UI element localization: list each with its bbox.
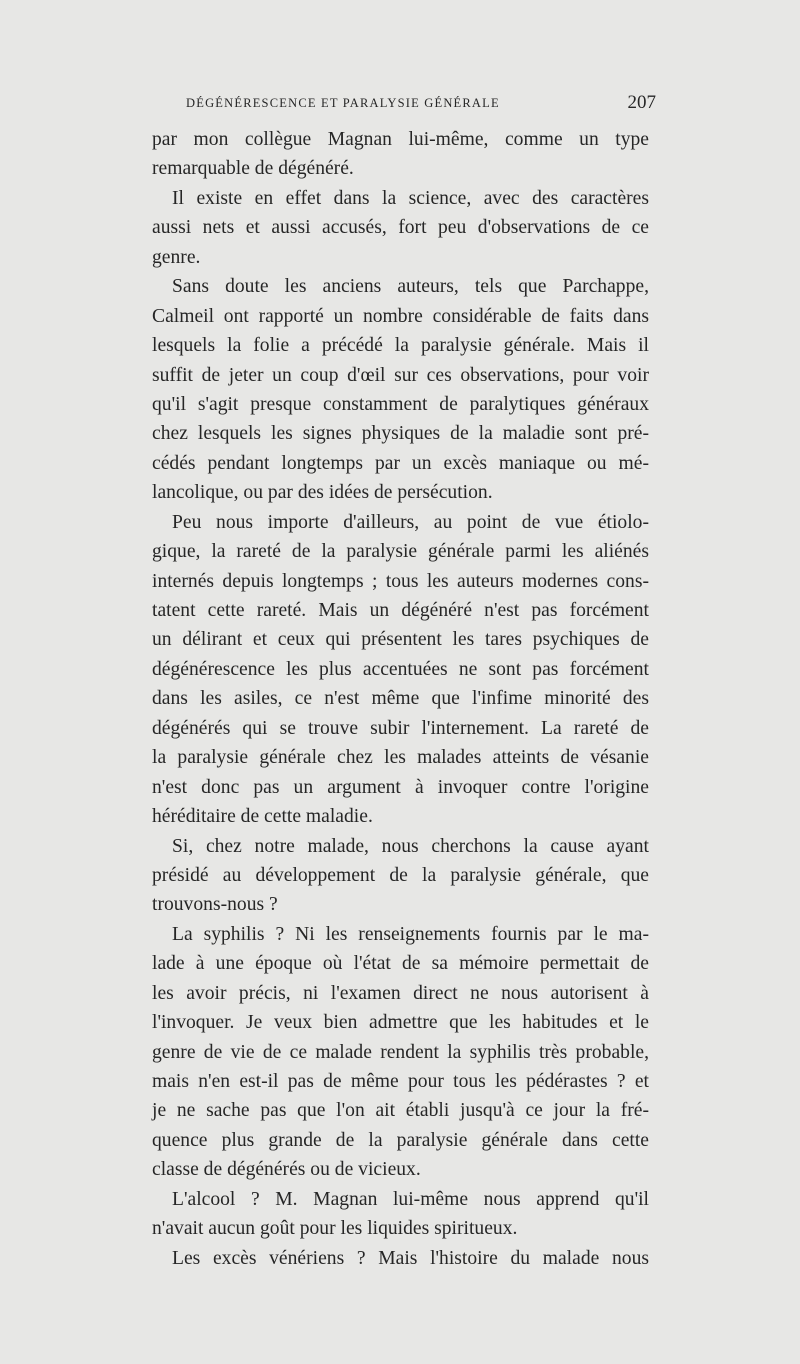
- text-line: suffit de jeter un coup d'œil sur ces observations, pour voir: [152, 364, 649, 386]
- text-line: genre.: [152, 246, 201, 268]
- text-line: héréditaire de cette maladie.: [152, 806, 373, 828]
- text-line: dégénérescence les plus accentuées ne sont pas forcément: [152, 658, 649, 680]
- text-line: un délirant et ceux qui présentent les tares psychiques de: [152, 629, 649, 651]
- page-number: 207: [627, 92, 656, 113]
- text-line: Peu nous importe d'ailleurs, au point de vue étiolo-: [172, 511, 649, 533]
- text-line: quence plus grande de la paralysie générale dans cette: [152, 1129, 649, 1151]
- text-line: dégénérés qui se trouve subir l'internement. La rareté de: [152, 717, 649, 739]
- text-line: lade à une époque où l'état de sa mémoire permettait de: [152, 953, 649, 975]
- text-line: internés depuis longtemps ; tous les auteurs modernes cons-: [152, 570, 649, 592]
- text-line: lancolique, ou par des idées de persécution.: [152, 482, 493, 504]
- text-line: je ne sache pas que l'on ait établi jusqu'à ce jour la fré-: [152, 1100, 649, 1122]
- text-line: trouvons-nous ?: [152, 894, 278, 916]
- text-line: Calmeil ont rapporté un nombre considérable de faits dans: [152, 305, 649, 327]
- body-text: [152, 125, 649, 1273]
- text-line: classe de dégénérés ou de vicieux.: [152, 1159, 421, 1181]
- text-line: tatent cette rareté. Mais un dégénéré n'est pas forcément: [152, 600, 649, 621]
- running-title: DÉGÉNÉRESCENCE ET PARALYSIE GÉNÉRALE: [186, 96, 500, 110]
- text-line: La syphilis ? Ni les renseignements fournis par le ma-: [172, 923, 649, 945]
- text-line: genre de vie de ce malade rendent la syphilis très probable,: [152, 1041, 649, 1063]
- text-line: par mon collègue Magnan lui-même, comme un type: [152, 129, 649, 150]
- text-line: Les excès vénériens ? Mais l'histoire du malade nous: [172, 1247, 649, 1269]
- text-line: chez lesquels les signes physiques de la maladie sont pré-: [152, 423, 649, 445]
- text-line: qu'il s'agit presque constamment de paralytiques généraux: [152, 393, 649, 415]
- text-line: cédés pendant longtemps par un excès maniaque ou mé-: [152, 452, 649, 474]
- page-header: [152, 92, 656, 114]
- text-line: Si, chez notre malade, nous cherchons la cause ayant: [172, 835, 649, 857]
- text-line: dans les asiles, ce n'est même que l'infime minorité des: [152, 688, 649, 710]
- text-line: Il existe en effet dans la science, avec des caractères: [172, 187, 649, 209]
- text-line: l'invoquer. Je veux bien admettre que les habitudes et le: [152, 1012, 649, 1034]
- text-line: Sans doute les anciens auteurs, tels que Parchappe,: [172, 276, 649, 298]
- text-line: lesquels la folie a précédé la paralysie générale. Mais il: [152, 335, 649, 357]
- text-line: mais n'en est-il pas de même pour tous les pédérastes ? et: [152, 1071, 649, 1092]
- text-line: présidé au développement de la paralysie générale, que: [152, 864, 649, 886]
- text-line: remarquable de dégénéré.: [152, 158, 354, 180]
- text-line: les avoir précis, ni l'examen direct ne nous autorisent à: [152, 982, 649, 1004]
- text-line: L'alcool ? M. Magnan lui-même nous apprend qu'il: [172, 1188, 649, 1210]
- text-line: aussi nets et aussi accusés, fort peu d'observations de ce: [152, 217, 649, 239]
- text-line: la paralysie générale chez les malades atteints de vésanie: [152, 747, 649, 769]
- text-line: n'est donc pas un argument à invoquer contre l'origine: [152, 776, 649, 798]
- text-line: n'avait aucun goût pour les liquides spiritueux.: [152, 1218, 518, 1240]
- text-line: gique, la rareté de la paralysie générale parmi les aliénés: [152, 541, 649, 563]
